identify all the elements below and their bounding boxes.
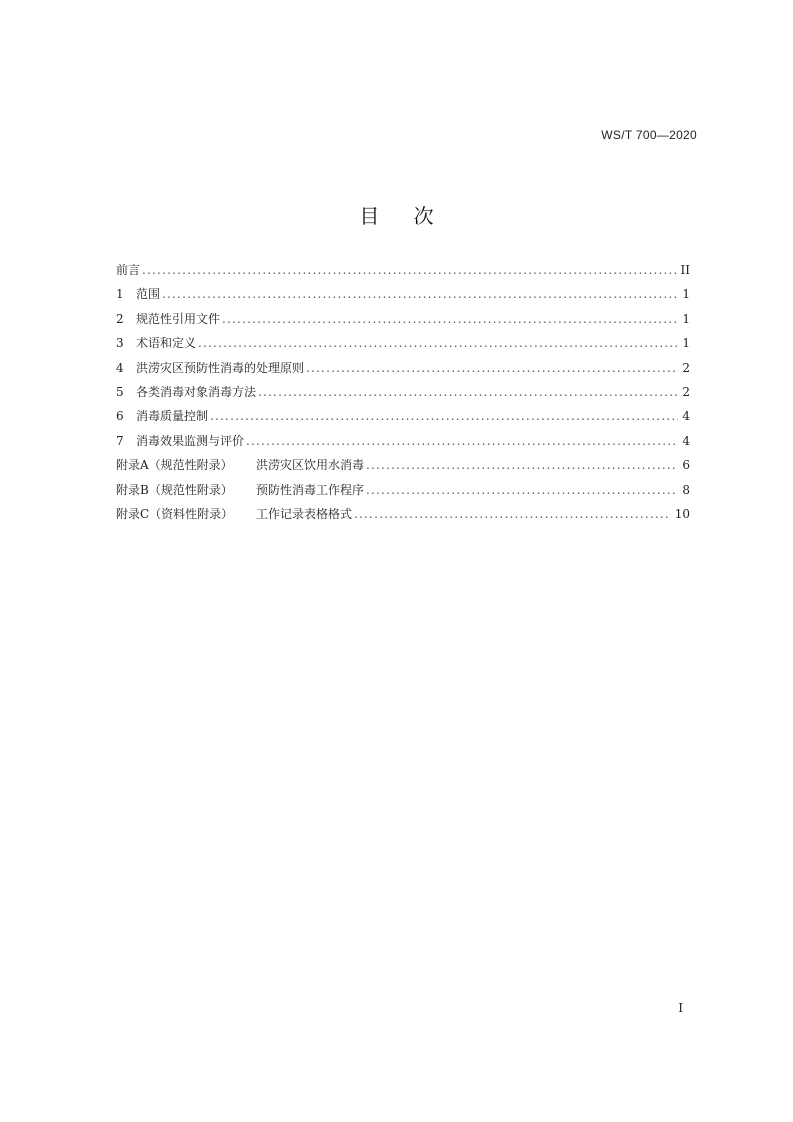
toc-entry-appendix-c[interactable] bbox=[116, 506, 690, 530]
toc-entry-page: 1 bbox=[682, 336, 690, 351]
toc-appendix-prefix: 附录B（规范性附录） bbox=[116, 482, 233, 497]
toc-dot-leader bbox=[354, 506, 671, 522]
toc-entry-scope[interactable] bbox=[116, 286, 690, 310]
toc-entry-label: 附录C（资料性附录） 工作记录表格格式 bbox=[116, 506, 353, 521]
toc-dot-leader bbox=[222, 311, 678, 327]
toc-entry-page: 8 bbox=[682, 482, 690, 497]
toc-dot-leader bbox=[142, 262, 677, 278]
table-of-contents bbox=[116, 262, 690, 530]
toc-entry-page: 1 bbox=[682, 311, 690, 326]
toc-entry-appendix-a[interactable] bbox=[116, 457, 690, 481]
toc-entry-number: 1 bbox=[116, 287, 124, 302]
toc-dot-leader bbox=[246, 433, 678, 449]
toc-entry-methods[interactable] bbox=[116, 384, 690, 408]
toc-entry-label: 7 消毒效果监测与评价 bbox=[116, 433, 245, 448]
toc-entry-number: 3 bbox=[116, 336, 124, 351]
document-code: WS/T 700—2020 bbox=[601, 128, 697, 142]
toc-dot-leader bbox=[306, 360, 678, 376]
toc-entry-label: 3 术语和定义 bbox=[116, 336, 197, 351]
toc-entry-page: II bbox=[680, 263, 690, 277]
toc-entry-number: 2 bbox=[116, 311, 124, 326]
toc-entry-appendix-b[interactable] bbox=[116, 482, 690, 506]
toc-entry-monitoring[interactable] bbox=[116, 433, 690, 457]
toc-entry-label: 前言 bbox=[116, 263, 141, 277]
page-number: I bbox=[678, 1001, 683, 1015]
toc-entry-principles[interactable] bbox=[116, 360, 690, 384]
toc-entry-page: 10 bbox=[674, 506, 690, 521]
toc-dot-leader bbox=[162, 286, 678, 302]
toc-dot-leader bbox=[198, 335, 678, 351]
toc-title: 目 次 bbox=[359, 204, 448, 228]
toc-dot-leader bbox=[366, 482, 678, 498]
toc-dot-leader bbox=[366, 457, 678, 473]
toc-entry-page: 2 bbox=[682, 384, 690, 399]
toc-entry-label: 4 洪涝灾区预防性消毒的处理原则 bbox=[116, 360, 305, 375]
toc-appendix-prefix: 附录A（规范性附录） bbox=[116, 458, 233, 473]
toc-entry-label: 2 规范性引用文件 bbox=[116, 311, 221, 326]
toc-entry-quality-control[interactable] bbox=[116, 408, 690, 432]
toc-entry-page: 1 bbox=[682, 287, 690, 302]
toc-entry-label: 6 消毒质量控制 bbox=[116, 409, 209, 424]
toc-dot-leader bbox=[258, 384, 678, 400]
toc-entry-label: 附录A（规范性附录） 洪涝灾区饮用水消毒 bbox=[116, 458, 365, 473]
toc-entry-label: 附录B（规范性附录） 预防性消毒工作程序 bbox=[116, 482, 365, 497]
toc-entry-page: 4 bbox=[682, 409, 690, 424]
toc-dot-leader bbox=[210, 408, 678, 424]
toc-entry-page: 4 bbox=[682, 433, 690, 448]
toc-entry-number: 6 bbox=[116, 409, 124, 424]
toc-appendix-prefix: 附录C（资料性附录） bbox=[116, 506, 234, 521]
toc-entry-normative-references[interactable] bbox=[116, 311, 690, 335]
toc-entry-label: 1 范围 bbox=[116, 287, 161, 302]
toc-entry-number: 5 bbox=[116, 384, 124, 399]
toc-entry-foreword[interactable] bbox=[116, 262, 690, 286]
toc-entry-number: 4 bbox=[116, 360, 124, 375]
toc-entry-terms-definitions[interactable] bbox=[116, 335, 690, 359]
toc-entry-label: 5 各类消毒对象消毒方法 bbox=[116, 384, 257, 399]
toc-entry-page: 2 bbox=[682, 360, 690, 375]
toc-entry-number: 7 bbox=[116, 433, 124, 448]
toc-entry-page: 6 bbox=[682, 458, 690, 473]
